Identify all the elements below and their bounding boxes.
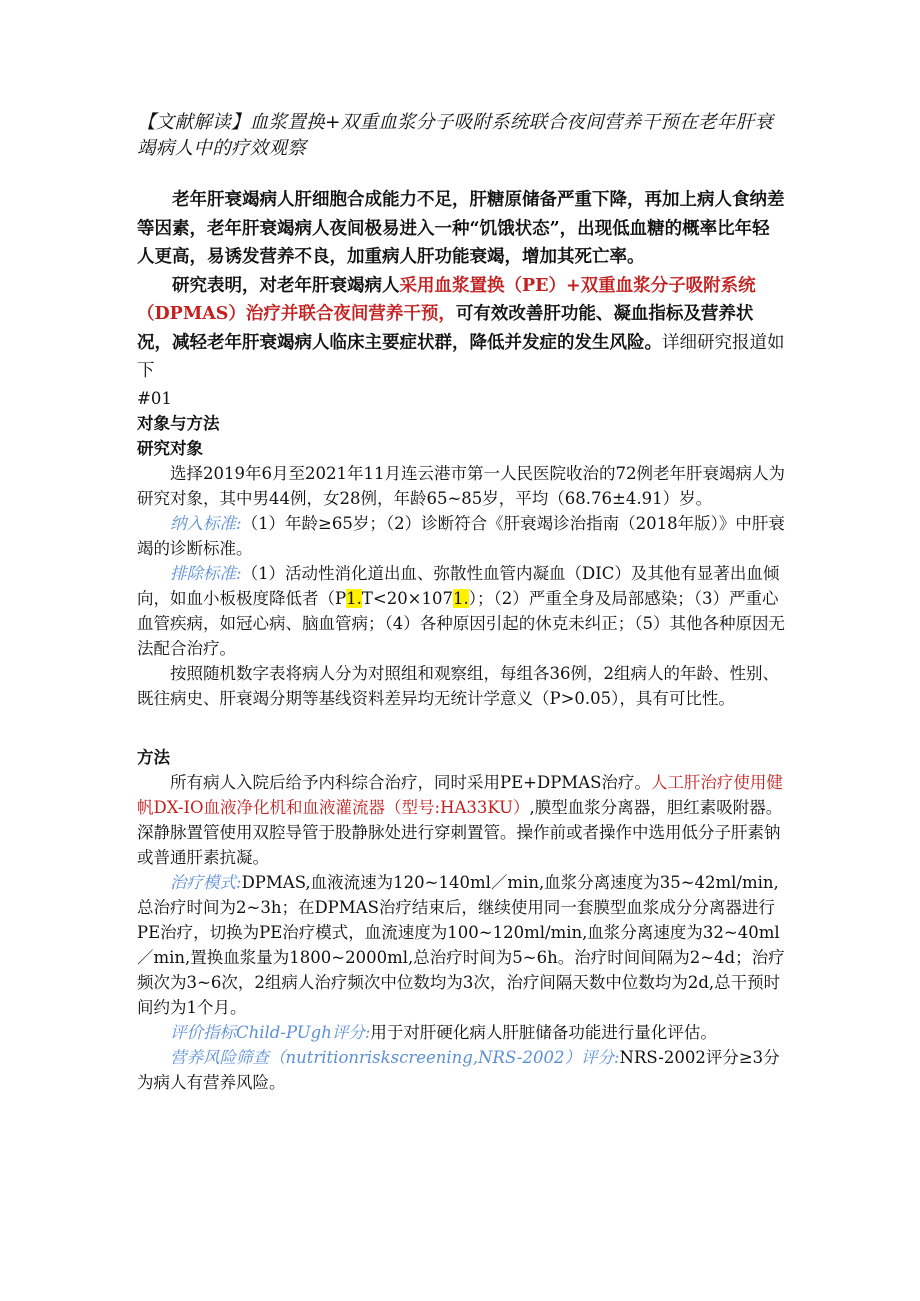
methods-text-b: ,膜型血浆分离器，胆红素吸附器。深静脉置管使用双腔导管于股静脉处进行穿刺置管。操作前或者操作中选用低分子肝素钠或普通肝素抗凝。 — [137, 797, 783, 867]
nrs-label: 营养风险筛查（nutritionriskscreening,NRS-2002）评分: — [170, 1047, 620, 1067]
nrs-text: NRS-2002评分≥3分为病人有营养风险。 — [137, 1047, 780, 1092]
section-number: #01 — [137, 388, 172, 408]
inclusion-paragraph — [137, 511, 787, 561]
exclusion-label: 排除标准: — [170, 563, 242, 583]
methods-heading: 方法 — [137, 747, 170, 767]
grouping-paragraph: 按照随机数字表将病人分为对照组和观察组，每组各36例，2组病人的年龄、性别、既往病史、肝衰竭分期等基线资料差异均无统计学意义（P>0.05），具有可比性。 — [137, 663, 779, 708]
exclusion-paragraph — [137, 561, 787, 661]
inclusion-label: 纳入标准: — [170, 513, 242, 533]
inclusion-text: （1）年龄≥65岁；（2）诊断符合《肝衰竭诊治指南（2018年版）》中肝衰竭的诊断标准。 — [137, 513, 785, 558]
nrs-paragraph — [137, 1045, 787, 1095]
intro-paragraph-2 — [137, 272, 787, 386]
intro-text-a: 研究表明，对老年肝衰竭病人 — [172, 275, 400, 296]
intro-text-c: 详细研究报道如下 — [137, 332, 785, 381]
methods-highlight-red: 人工肝治疗使用健帆DX-IO血液净化机和血液灌流器（型号:HA33KU） — [137, 772, 783, 817]
article-title: 【文献解读】血浆置换+双重血浆分子吸附系统联合夜间营养干预在老年肝衰竭病人中的疗效观察 — [137, 112, 774, 159]
intro-section — [137, 186, 787, 386]
methods-paragraph — [137, 770, 787, 870]
exclusion-text-a: （1）活动性消化道出血、弥散性血管内凝血（DIC）及其他有显著出血倾向，如血小板极度降低者（P — [137, 563, 780, 608]
exclusion-text-c: ）；（2）严重全身及局部感染；（3）严重心血管疾病，如冠心病、脑血管病；（4）各种原因引起的休克未纠正；（5）其他各种原因无法配合治疗。 — [137, 588, 785, 658]
document-page — [137, 110, 787, 1095]
exclusion-text-b: T<20×107 — [361, 588, 454, 608]
section-title: 对象与方法 — [137, 413, 220, 433]
intro-highlight-red: 采用血浆置换（PE）+双重血浆分子吸附系统（DPMAS）治疗并联合夜间营养干预， — [137, 275, 756, 324]
eval-text: 用于对肝硬化病人肝脏储备功能进行量化评估。 — [370, 1022, 717, 1042]
subjects-heading: 研究对象 — [137, 438, 203, 458]
eval-paragraph — [137, 1020, 787, 1045]
eval-label: 评价指标Child-PUgh评分: — [170, 1022, 371, 1042]
intro-paragraph-1: 老年肝衰竭病人肝细胞合成能力不足，肝糖原储备严重下降，再加上病人食纳差等因素，老年肝衰竭病人夜间极易进入一种“饥饿状态”，出现低血糖的概率比年轻人更高，易诱发营养不良，加重病人肝功能衰竭，增加其死亡率。 — [137, 190, 785, 267]
exclusion-highlight-2: 1. — [453, 588, 469, 608]
mode-paragraph — [137, 870, 787, 1020]
mode-text: DPMAS,血液流速为120~140ml／min,血浆分离速度为35~42ml/min,总治疗时间为2~3h；在DPMAS治疗结束后，继续使用同一套膜型血浆成分分离器进行PE治疗，切换为PE治疗模式，血流速度为100~120ml/min,血浆分离速度为32~40ml／min,置换血浆量为1800~2000ml,总治疗时间为5~6h。治疗时间间隔为2~4d；治疗频次为3~6次，2组病人治疗频次中位数均为3次，治疗间隔天数中位数均为2d,总干预时间约为1个月。 — [137, 872, 785, 1017]
mode-label: 治疗模式: — [170, 872, 242, 892]
main-body — [137, 386, 787, 1095]
intro-text-b: 可有效改善肝功能、凝血指标及营养状况，减轻老年肝衰竭病人临床主要症状群，降低并发症的发生风险。 — [137, 304, 754, 353]
methods-text-a: 所有病人入院后给予内科综合治疗，同时采用PE+DPMAS治疗。 — [170, 772, 651, 792]
exclusion-highlight-1: 1. — [346, 588, 362, 608]
subjects-paragraph: 选择2019年6月至2021年11月连云港市第一人民医院收治的72例老年肝衰竭病人为研究对象，其中男44例，女28例，年龄65~85岁，平均（68.76±4.91）岁。 — [137, 463, 785, 508]
